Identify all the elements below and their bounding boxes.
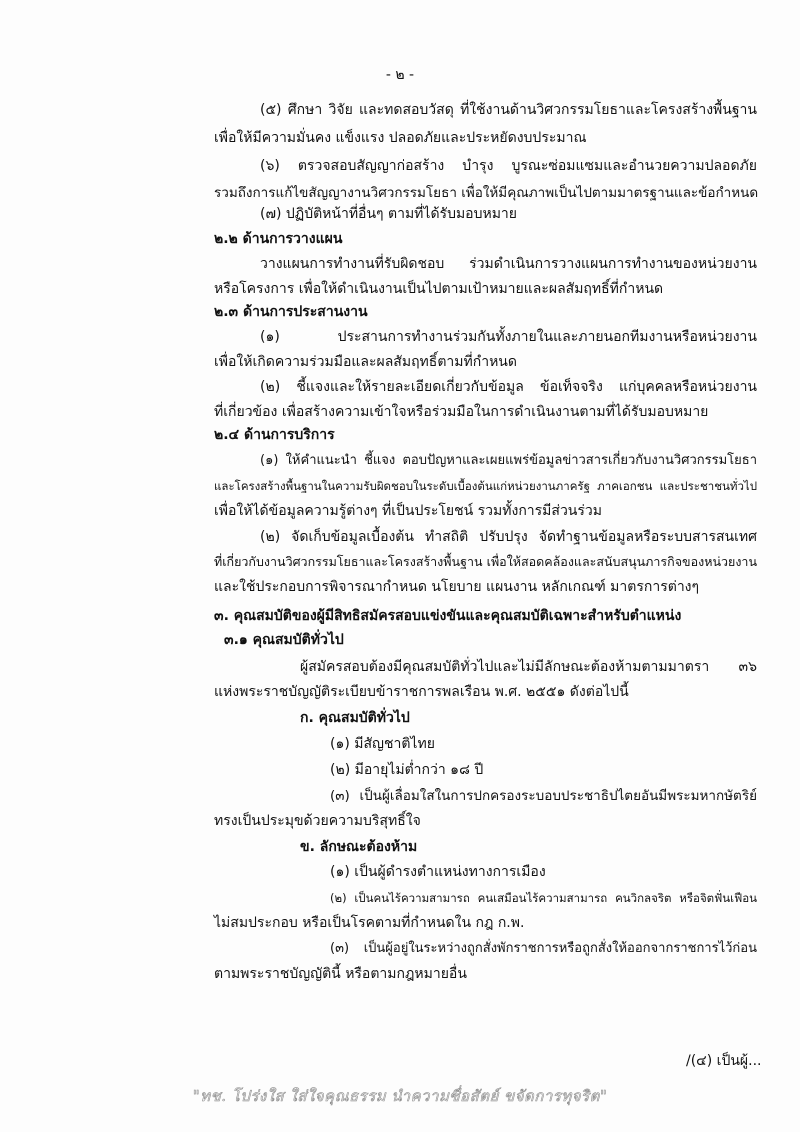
continuation-reference: /(๔) เป็นผู้...: [686, 1053, 762, 1069]
section-heading-coordination: ๒.๓ ด้านการประสานงาน: [214, 304, 368, 320]
duty-item-5-line-2: เพื่อให้มีความมั่นคง แข็งแรง ปลอดภัยและประหยัดงบประมาณ: [214, 130, 587, 146]
coordination-item-2-line-1: (๒) ชี้แจงและให้รายละเอียดเกี่ยวกับข้อมูล ข้อเท็จจริง แก่บุคคลหรือหน่วยงาน: [260, 379, 757, 395]
list-heading-prohibited-characteristics: ข. ลักษณะต้องห้าม: [300, 839, 418, 855]
service-item-2-line-3: และใช้ประกอบการพิจารณากำหนด นโยบาย แผนงาน หลักเกณฑ์ มาตรการต่างๆ: [214, 579, 700, 595]
general-qualification-item-3-line-1: (๓) เป็นผู้เลื่อมใสในการปกครองระบอบประชาธิปไตยอันมีพระมหากษัตริย์: [330, 788, 757, 804]
duty-item-6-line-1: (๖) ตรวจสอบสัญญาก่อสร้าง บำรุง บูรณะซ่อมแซมและอำนวยความปลอดภัย: [260, 158, 757, 174]
section-heading-service: ๒.๔ ด้านการบริการ: [214, 427, 335, 443]
qualifications-intro-line-2: แห่งพระราชบัญญัติระเบียบข้าราชการพลเรือน พ.ศ. ๒๕๕๑ ดังต่อไปนี้: [214, 684, 629, 700]
qualifications-intro-line-1: ผู้สมัครสอบต้องมีคุณสมบัติทั่วไปและไม่มีลักษณะต้องห้ามตามมาตรา ๓๖: [300, 659, 757, 675]
prohibited-item-3-line-2: ตามพระราชบัญญัตินี้ หรือตามกฎหมายอื่น: [214, 966, 467, 982]
coordination-item-2-line-2: ที่เกี่ยวข้อง เพื่อสร้างความเข้าใจหรือร่วมมือในการดำเนินงานตามที่ได้รับมอบหมาย: [214, 404, 709, 420]
coordination-item-1-line-1: (๑) ประสานการทำงานร่วมกันทั้งภายในและภายนอกทีมงานหรือหน่วยงาน: [260, 329, 757, 345]
general-qualification-item-2: (๒) มีอายุไม่ต่ำกว่า ๑๘ ปี: [330, 762, 484, 778]
planning-line-1: วางแผนการทำงานที่รับผิดชอบ ร่วมดำเนินการวางแผนการทำงานของหน่วยงาน: [260, 256, 757, 272]
subsection-heading-general-qualifications: ๓.๑ คุณสมบัติทั่วไป: [224, 632, 344, 648]
agency-motto-footer: "ทช. โปร่งใส ใส่ใจคุณธรรม นำความซื่อสัตย์ ขจัดการทุจริต": [192, 1087, 608, 1105]
prohibited-item-3-line-1: (๓) เป็นผู้อยู่ในระหว่างถูกสั่งพักราชการหรือถูกสั่งให้ออกจากราชการไว้ก่อน: [330, 941, 757, 956]
service-item-1-line-2: และโครงสร้างพื้นฐานในความรับผิดชอบในระดับเบื้องต้นแก่หน่วยงานภาครัฐ ภาคเอกชน และประชาชนทั่วไป: [214, 479, 757, 493]
planning-line-2: หรือโครงการ เพื่อให้ดำเนินงานเป็นไปตามเป้าหมายและผลสัมฤทธิ์ที่กำหนด: [214, 281, 664, 297]
page-number: - ๒ -: [385, 67, 415, 83]
duty-item-7: (๗) ปฏิบัติหน้าที่อื่นๆ ตามที่ได้รับมอบหมาย: [260, 206, 517, 222]
list-heading-general-qualifications: ก. คุณสมบัติทั่วไป: [300, 710, 410, 726]
service-item-1-line-1: (๑) ให้คำแนะนำ ชี้แจง ตอบปัญหาและเผยแพร่ข้อมูลข่าวสารเกี่ยวกับงานวิศวกรรมโยธา: [260, 453, 757, 468]
prohibited-item-2-line-1: (๒) เป็นคนไร้ความสามารถ คนเสมือนไร้ความสามารถ คนวิกลจริต หรือจิตฟั่นเฟือน: [330, 891, 757, 905]
duty-item-5-line-1: (๕) ศึกษา วิจัย และทดสอบวัสดุ ที่ใช้งานด้านวิศวกรรมโยธาและโครงสร้างพื้นฐาน: [260, 102, 757, 118]
prohibited-item-1: (๑) เป็นผู้ดำรงตำแหน่งทางการเมือง: [330, 864, 546, 880]
service-item-2-line-1: (๒) จัดเก็บข้อมูลเบื้องต้น ทำสถิติ ปรับปรุง จัดทำฐานข้อมูลหรือระบบสารสนเทศ: [260, 529, 757, 545]
service-item-2-line-2: ที่เกี่ยวกับงานวิศวกรรมโยธาและโครงสร้างพื้นฐาน เพื่อให้สอดคล้องและสนับสนุนภารกิจของหน่วยงาน: [214, 554, 757, 569]
section-heading-planning: ๒.๒ ด้านการวางแผน: [214, 231, 343, 247]
duty-item-6-line-2: รวมถึงการแก้ไขสัญญางานวิศวกรรมโยธา เพื่อให้มีคุณภาพเป็นไปตามมาตรฐานและข้อกำหนด: [214, 185, 759, 201]
service-item-1-line-3: เพื่อให้ได้ข้อมูลความรู้ต่างๆ ที่เป็นประโยชน์ รวมทั้งการมีส่วนร่วม: [214, 503, 602, 519]
prohibited-item-2-line-2: ไม่สมประกอบ หรือเป็นโรคตามที่กำหนดใน กฎ ก.พ.: [214, 915, 525, 931]
general-qualification-item-3-line-2: ทรงเป็นประมุขด้วยความบริสุทธิ์ใจ: [214, 813, 421, 829]
coordination-item-1-line-2: เพื่อให้เกิดความร่วมมือและผลสัมฤทธิ์ตามที่กำหนด: [214, 354, 517, 370]
general-qualification-item-1: (๑) มีสัญชาติไทย: [330, 736, 435, 752]
section-heading-qualifications: ๓. คุณสมบัติของผู้มีสิทธิสมัครสอบแข่งขันและคุณสมบัติเฉพาะสำหรับตำแหน่ง: [214, 608, 682, 624]
